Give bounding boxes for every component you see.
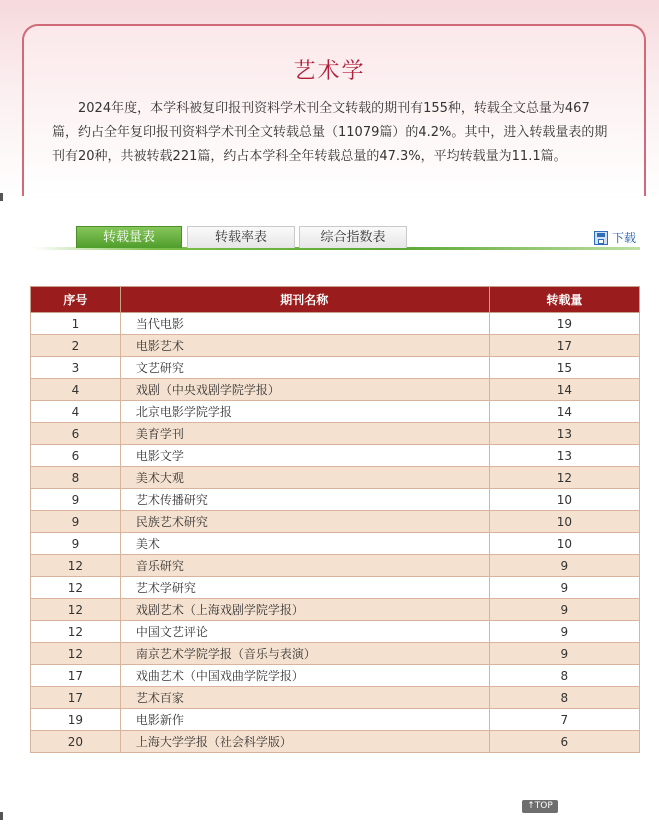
cell-rank: 12	[31, 577, 121, 599]
cell-reprint-count: 13	[489, 445, 639, 467]
download-button[interactable]	[594, 229, 636, 246]
cell-journal-name: 电影艺术	[120, 335, 489, 357]
cell-reprint-count: 19	[489, 313, 639, 335]
cell-rank: 9	[31, 489, 121, 511]
tab-composite-index[interactable]: 综合指数表	[299, 226, 407, 248]
cell-reprint-count: 13	[489, 423, 639, 445]
cell-journal-name: 当代电影	[120, 313, 489, 335]
cell-reprint-count: 17	[489, 335, 639, 357]
cell-journal-name: 上海大学学报（社会科学版）	[120, 731, 489, 753]
cell-rank: 20	[31, 731, 121, 753]
cell-journal-name: 电影新作	[120, 709, 489, 731]
cell-reprint-count: 12	[489, 467, 639, 489]
edge-mark	[0, 193, 3, 201]
cell-journal-name: 电影文学	[120, 445, 489, 467]
edge-mark	[0, 812, 3, 820]
table-header-row	[31, 287, 640, 313]
cell-rank: 9	[31, 511, 121, 533]
cell-reprint-count: 10	[489, 489, 639, 511]
cell-rank: 6	[31, 423, 121, 445]
cell-rank: 3	[31, 357, 121, 379]
cell-rank: 19	[31, 709, 121, 731]
table-row	[31, 401, 640, 423]
summary-text: 2024年度，本学科被复印报刊资料学术刊全文转载的期刊有155种，转载全文总量为467篇，约占全年复印报刊资料学术刊全文转载总量（11079篇）的4.2%。其中，进入转载量表的期刊有20种，共被转载221篇，约占本学科全年转载总量的47.3%，平均转载量为11.1篇。	[52, 101, 608, 164]
cell-reprint-count: 9	[489, 577, 639, 599]
table-row	[31, 379, 640, 401]
reprint-volume-table	[30, 286, 640, 753]
cell-reprint-count: 7	[489, 709, 639, 731]
cell-rank: 4	[31, 379, 121, 401]
cell-journal-name: 南京艺术学院学报（音乐与表演）	[120, 643, 489, 665]
cell-rank: 17	[31, 665, 121, 687]
cell-reprint-count: 8	[489, 687, 639, 709]
cell-rank: 12	[31, 599, 121, 621]
cell-reprint-count: 10	[489, 533, 639, 555]
cell-journal-name: 北京电影学院学报	[120, 401, 489, 423]
table-row	[31, 467, 640, 489]
cell-reprint-count: 10	[489, 511, 639, 533]
back-to-top-button[interactable]: ↑TOP	[522, 800, 558, 813]
cell-rank: 8	[31, 467, 121, 489]
table-row	[31, 511, 640, 533]
cell-reprint-count: 9	[489, 555, 639, 577]
cell-rank: 9	[31, 533, 121, 555]
cell-reprint-count: 9	[489, 599, 639, 621]
cell-journal-name: 戏剧艺术（上海戏剧学院学报）	[120, 599, 489, 621]
cell-reprint-count: 9	[489, 621, 639, 643]
page-title: 艺术学	[293, 59, 366, 84]
cell-journal-name: 艺术传播研究	[120, 489, 489, 511]
table-row	[31, 313, 640, 335]
table-row	[31, 709, 640, 731]
table-row	[31, 643, 640, 665]
cell-reprint-count: 9	[489, 643, 639, 665]
header-reprint-count: 转载量	[489, 287, 639, 313]
table-row	[31, 335, 640, 357]
table-row	[31, 489, 640, 511]
cell-journal-name: 民族艺术研究	[120, 511, 489, 533]
table-row	[31, 577, 640, 599]
cell-reprint-count: 8	[489, 665, 639, 687]
cell-journal-name: 文艺研究	[120, 357, 489, 379]
header-rank: 序号	[31, 287, 121, 313]
tab-reprint-rate[interactable]: 转载率表	[187, 226, 295, 248]
cell-journal-name: 艺术百家	[120, 687, 489, 709]
header-journal-name: 期刊名称	[120, 287, 489, 313]
table-row	[31, 445, 640, 467]
table-row	[31, 533, 640, 555]
tab-reprint-volume[interactable]: 转载量表	[76, 226, 182, 248]
download-label: 下载	[612, 231, 637, 245]
table-row	[31, 621, 640, 643]
cell-reprint-count: 14	[489, 379, 639, 401]
cell-rank: 1	[31, 313, 121, 335]
cell-journal-name: 美术大观	[120, 467, 489, 489]
table-row	[31, 731, 640, 753]
cell-rank: 12	[31, 621, 121, 643]
table-row	[31, 687, 640, 709]
table-row	[31, 665, 640, 687]
table-row	[31, 423, 640, 445]
cell-journal-name: 中国文艺评论	[120, 621, 489, 643]
cell-journal-name: 戏曲艺术（中国戏曲学院学报）	[120, 665, 489, 687]
cell-journal-name: 艺术学研究	[120, 577, 489, 599]
cell-rank: 17	[31, 687, 121, 709]
cell-journal-name: 美术	[120, 533, 489, 555]
table-row	[31, 357, 640, 379]
cell-rank: 6	[31, 445, 121, 467]
cell-rank: 12	[31, 643, 121, 665]
table-row	[31, 599, 640, 621]
cell-rank: 4	[31, 401, 121, 423]
cell-journal-name: 音乐研究	[120, 555, 489, 577]
cell-rank: 12	[31, 555, 121, 577]
cell-reprint-count: 14	[489, 401, 639, 423]
cell-reprint-count: 15	[489, 357, 639, 379]
cell-journal-name: 美育学刊	[120, 423, 489, 445]
cell-reprint-count: 6	[489, 731, 639, 753]
save-disk-icon	[594, 231, 608, 245]
table-row	[31, 555, 640, 577]
cell-rank: 2	[31, 335, 121, 357]
cell-journal-name: 戏剧（中央戏剧学院学报）	[120, 379, 489, 401]
